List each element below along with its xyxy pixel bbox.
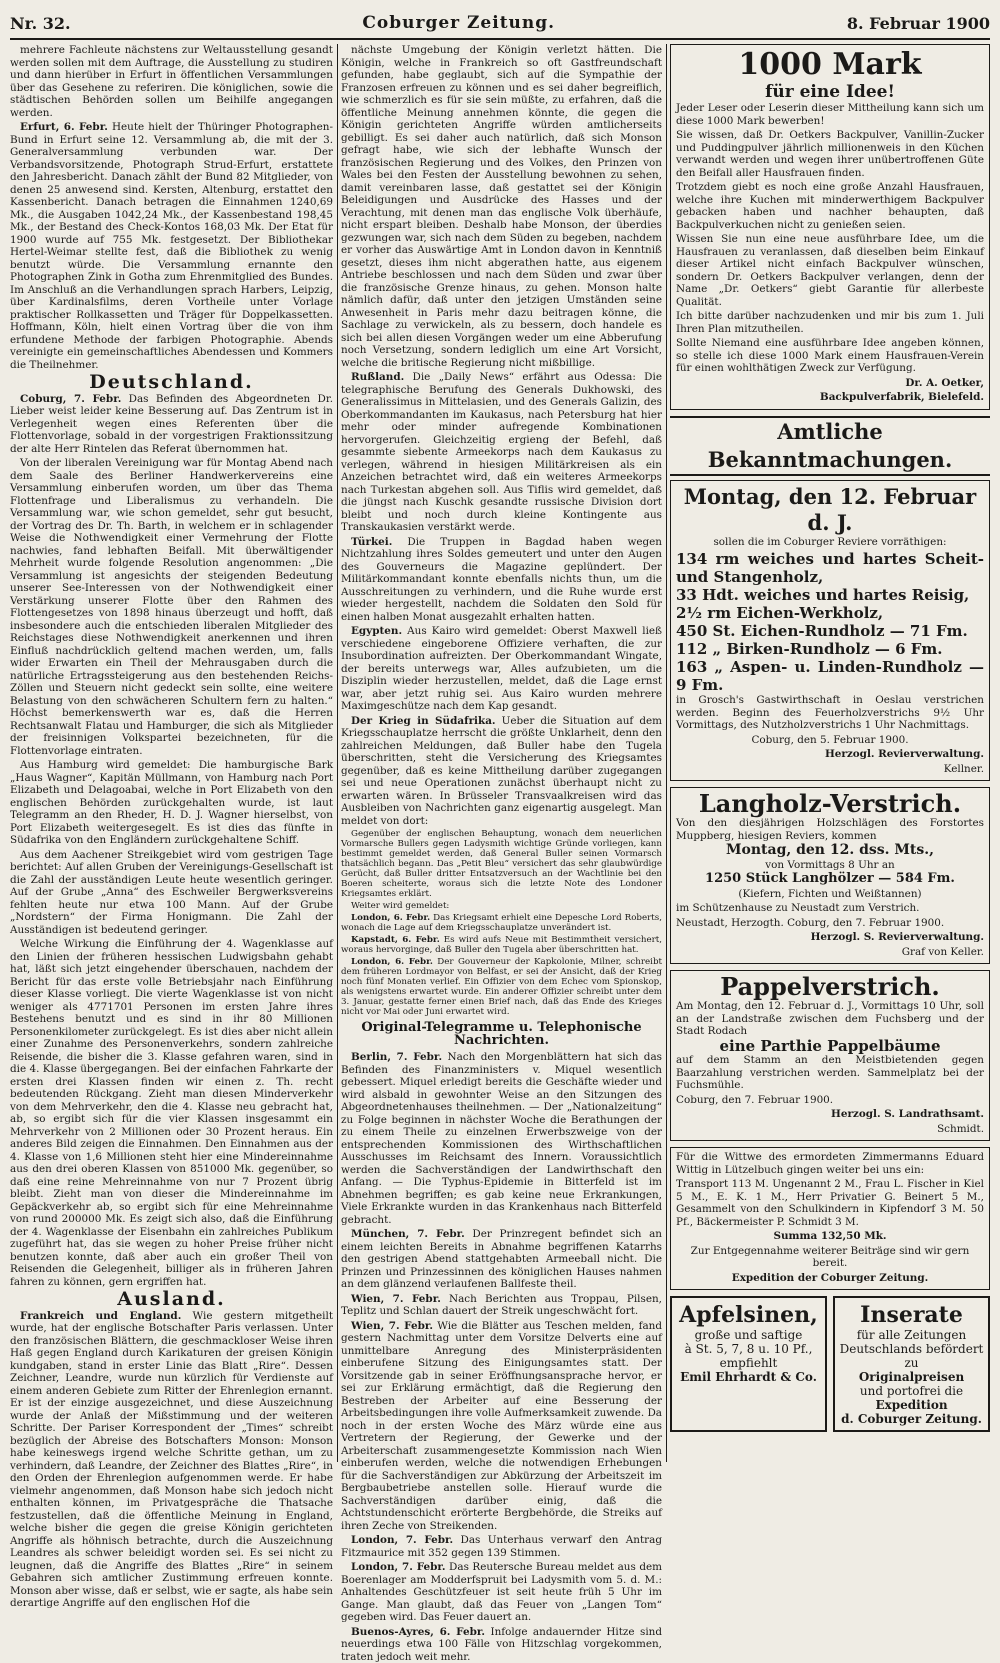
- dateline: London, 6. Febr.: [351, 913, 430, 923]
- ad-text: Sie wissen, daß Dr. Oetkers Backpulver, Vanillin-Zucker und Puddingpulver jährlich millionenweis in den Küchen verwandt werden und wegen ihrer unübertroffenen Güte den Beifall aller Hausfrauen finden.: [676, 129, 984, 179]
- ad-text: Originalpreisen: [839, 1370, 984, 1384]
- ad-item: 33 Hdt. weiches und hartes Reisig,: [676, 586, 984, 604]
- ad-text: empfiehlt: [676, 1356, 821, 1370]
- article-paragraph: [341, 1534, 662, 1559]
- article-text: Heute hielt der Thüringer Photographen-Bund in Erfurt seine 12. Versammlung ab, die mit der 3. Generalversammlung verbunden war. Der Verbandsvorsitzende, Photograph Strud-Erfurt, erstattete den Jahresbericht. Danach zählt der Bund 82 Mitglieder, von denen 25 anwesend sind. Kersten, Altenburg, erstattet den Kassenbericht. Danach betragen die Einnahmen 1240,69 Mk., die Ausgaben 1042,24 Mk., der Kassenbestand 198,45 Mk., der Bestand des Check-Kontos 168,03 Mk. Der Etat für 1900 wurde auf 755 Mk. festgesetzt. Der Bibliothekar Hertel-Weimar stellte fest, daß die Bibliothek zu wenig benutzt würde. Die Versammlung ernannte den Photographen Zink in Gotha zum Ehrenmitglied des Bundes. Im Anschluß an die Verhandlungen sprach Harbers, Leipzig, über Kardinalsfilms, deren Vortheile unter Vorlage praktischer Rollkassetten und Träger für Doppelkassetten. Hoffmann, Köln, hielt einen Vortrag über die von ihm erfundene Methode der farbigen Photographie. Abends vereinigte ein gemeinschaftliches Abendessen und Kommers die Theilnehmer.: [10, 121, 333, 371]
- dateline: München, 7. Febr.: [351, 1228, 465, 1240]
- article-paragraph: Aus Hamburg wird gemeldet: Die hamburgische Bark „Haus Wagner“, Kapitän Müllmann, von Hamburg nach Port Elizabeth und Delagoabai, welche in Port Elizabeth von den englischen Behörden zurückgehalten wurde, ist laut Telegramm an den Rheder, H. D. J. Wagner hierselbst, von Port Elizabeth weitergesegelt. Es ist dies das fünfte in Südafrika von den Engländern zurückgehaltene Schiff.: [10, 759, 333, 847]
- ad-sum: Summa 132,50 Mk.: [676, 1230, 984, 1243]
- section-heading-ausland: Ausland.: [10, 1293, 333, 1306]
- article-paragraph: [341, 913, 662, 933]
- dateline: Berlin, 7. Febr.: [351, 1051, 442, 1063]
- article-paragraph: [10, 393, 333, 456]
- ad-date: Neustadt, Herzogth. Coburg, den 7. Februar 1900.: [676, 917, 984, 930]
- dateline: Rußland.: [351, 371, 404, 383]
- article-text: Ueber die Situation auf dem Kriegsschauplatze herrscht die größte Unklarheit, denn den zahlreichen Meldungen, daß Buller habe den Tugela überschritten, steht die Versicherung des Kriegsamtes gegenüber, daß es keine Mittheilung darüber zugegangen sei und neue Operationen zunächst überhaupt nicht zu erwarten wären. In Brüsseler Transvaalkreisen wird das Ausbleiben von Nachrichten ganz eigenartig ausgelegt. Man meldet von dort:: [341, 715, 662, 827]
- article-paragraph: [341, 1561, 662, 1624]
- article-paragraph: [341, 1228, 662, 1291]
- article-text: Der Prinzregent befindet sich an einem leichten Bereits in Abnahme begriffenen Katarrhs den gestrigen Abend stattgehabten Armeeball nicht. Die Prinzen und Prinzessinnen des königlichen Hauses nahmen an dem glänzend verlaufenen Ballfeste theil.: [341, 1228, 662, 1290]
- section-heading-telegramme: Original-Telegramme u. Telephonische Nachrichten.: [341, 1022, 662, 1047]
- article-paragraph: [341, 536, 662, 624]
- ad-text: in Grosch's Gastwirthschaft in Oeslau verstrichen werden. Beginn des Feuerholzverstrichs 9½ Uhr Vormittags, des Nutzholzverstrichs 1 Uhr Nachmittags.: [676, 694, 984, 732]
- dateline: Egypten.: [351, 625, 402, 637]
- ad-text: Zur Entgegennahme weiterer Beiträge sind wir gern bereit.: [676, 1245, 984, 1270]
- article-text: Es wird aufs Neue mit Bestimmtheit versichert, woraus hervorginge, daß Buller den Tugela aber überschritten hat.: [341, 935, 662, 955]
- ad-text: Von den diesjährigen Holzschlägen des Forstortes Muppberg, hiesigen Reviers, kommen: [676, 817, 984, 842]
- dateline: Coburg, 7. Febr.: [20, 393, 121, 405]
- dateline: London, 7. Febr.: [351, 1561, 446, 1573]
- column-2: [341, 44, 662, 1462]
- article-paragraph: Aus dem Aachener Streikgebiet wird vom gestrigen Tage berichtet: Auf allen Gruben der Vereinigungs-Gesellschaft ist die Zahl der ausständigen Leute heute wesentlich geringer. Auf der Grube „Anna“ des Eschweiler Bergwerksvereins fehlten heute nur etwa 100 Mann. Auf der Grube „Nordstern“ der Firma Honigmann. Die Zahl der Ausständigen ist bedeutend geringer.: [10, 849, 333, 937]
- dateline: Kapstadt, 6. Febr.: [351, 935, 440, 945]
- column-rule: [337, 44, 338, 1462]
- article-text: Die Truppen in Bagdad haben wegen Nichtzahlung ihres Soldes gemeutert und unter den Augen des Gouverneurs die Magazine geplündert. Der Militärkommandant konnte ebenfalls nichts thun, um die Ausschreitungen zu verhindern, und die Ruhe wurde erst wieder hergestellt, nachdem die Soldaten den Sold für einen halben Monat ausgezahlt erhalten hatten.: [341, 536, 662, 623]
- ad-text: Ich bitte darüber nachzudenken und mir bis zum 1. Juli Ihren Plan mitzutheilen.: [676, 310, 984, 335]
- issue-date: 8. Februar 1900: [847, 14, 990, 33]
- ad-name: Graf von Keller.: [676, 946, 984, 959]
- ad-oetker: [670, 44, 990, 410]
- article-paragraph: [341, 371, 662, 534]
- ad-text: à St. 5, 7, 8 u. 10 Pf.,: [676, 1342, 821, 1356]
- article-paragraph: [341, 625, 662, 713]
- dateline: London, 7. Febr.: [351, 1534, 453, 1546]
- ad-text: im Schützenhause zu Neustadt zum Verstrich.: [676, 902, 984, 915]
- article-text: Wie gestern mitgetheilt wurde, hat der englische Botschafter Paris verlassen. Unter den französischen Blättern, die geschmackloser Weise ihren Haß gegen England durch Karikaturen der greisen Königin kundgaben, stand in erster Linie das Blatt „Rire“. Dessen Zeichner, Leandre, wurde nun kürzlich für Verdienste auf einem anderen Gebiete zum Ritter der Ehrenlegion ernannt. Er ist der einzige ausgezeichnet, und diese Auszeichnung wurde der Anlaß der Mißstimmung und der weiteren Schritte. Der Pariser Korrespondent der „Times“ schreibt bezüglich der Abreise des Botschafters Monson: Monson habe keineswegs irgend welche Schritte gethan, um zu verhindern, daß Leandre, der Zeichner des Blattes „Rire“, in den Orden der Ehrenlegion aufgenommen werde. Er habe vielmehr angenommen, daß Monson habe sich jedoch nicht enthalten können, im Privatgespräche die Thatsache festzustellen, daß die öffentliche Meinung in England, welche bisher die gegen die greise Königin gerichteten Angriffe als höhnisch betrachte, durch die Auszeichnung Leandres als schwer beleidigt worden sei. Es sei nicht zu leugnen, daß die Angriffe des Blattes „Rire“ in seinem Gebahren sich amtlicher Zustimmung erfreuen konnte. Monson aber wisse, daß er selbst, wie er sagte, als habe sein derartige Angriffe auf den englischen Hof die: [10, 1310, 333, 1610]
- ad-signature: Herzogl. Revierverwaltung.: [676, 748, 984, 761]
- ad-signature: Dr. A. Oetker,: [676, 377, 984, 390]
- ad-text: Sollte Niemand eine ausführbare Idee angeben können, so stelle ich diese 1000 Mark einem Hausfrauen-Verein für einen wohlthätigen Zweck zur Verfügung.: [676, 337, 984, 375]
- ad-text: Trotzdem giebt es noch eine große Anzahl Hausfrauen, welche ihre Kuchen mit minderwerthigem Backpulver gebacken haben und nachher behaupten, daß Backpulverkuchen nicht zu genießen seien.: [676, 181, 984, 231]
- ad-text: Am Montag, den 12. Februar d. J., Vormittags 10 Uhr, soll an der Landstraße zwischen dem Fuchsberg und der Stadt Rodach: [676, 1000, 984, 1038]
- ad-item: 134 rm weiches und hartes Scheit- und Stangenholz,: [676, 550, 984, 586]
- article-paragraph: [341, 715, 662, 828]
- article-paragraph: nächste Umgebung der Königin verletzt hätten. Die Königin, welche in Frankreich so oft Gastfreundschaft gefunden, habe geglaubt, sich auf die Sympathie der Franzosen erfreuen zu können und es sei daher begreiflich, wie schmerzlich es für sie sein müßte, zu erfahren, daß die öffentliche Meinung annehmen könnte, die gegen die Königin gerichteten Angriffe würden amtlicherseits gebilligt. Es sei daher auch natürlich, daß sich Monson gefragt habe, wie sich der lebhafte Wunsch der französischen Regierung und des Volkes, den Prinzen von Wales bei den Festen der Ausstellung bewohnen zu sehen, damit vereinbaren lasse, daß gestattet sei der Königin Beleidigungen und Ausdrücke des Hasses und der Verachtung, mit denen man das englische Volk überhäufe, nicht erspart bleiben. Deshalb habe Monson, der überdies gezwungen war, sich nach dem Süden zu begeben, nachdem er vorher das Auswärtige Amt in London davon in Kenntniß gesetzt, dieses ihm nicht abgerathen hatte, aus eigenem Antriebe beschlossen und nach dem Süden und zwar über die französische Grenze hinaus, zu gehen. Monson halte nämlich dafür, daß unter den jetzigen Umständen seine Anwesenheit in Paris mehr dazu beitragen könne, die Sachlage zu verwickeln, als zu bessern, doch handele es sich bei allen diesen Vorgängen weder um eine Abberufung noch Versetzung, sondern lediglich um eine Art Vorsicht, welche die britische Regierung nicht mißbillige.: [341, 44, 662, 369]
- ad-text: Transport 113 M. Ungenannt 2 M., Frau L. Fischer in Kiel 5 M., E. K. 1 M., Herr Privatier G. Beinert 5 M., Gesammelt von den Schulkindern in Kipfendorf 3 M. 50 Pf., Bäckermeister P. Schmidt 3 M.: [676, 1178, 984, 1228]
- newspaper-page: [10, 8, 990, 1470]
- article-paragraph: [10, 121, 333, 371]
- ad-spendenliste: [670, 1147, 990, 1290]
- article-text: Das Befinden des Abgeordneten Dr. Lieber weist leider keine Besserung auf. Das Zentrum ist in Verlegenheit wegen eines Referenten über die Flottenvorlage, sobald in der vorgestrigen Fraktionssitzung der alte Herr Rintelen das Referat übernommen hat.: [10, 393, 333, 455]
- ad-text: und portofrei die: [839, 1384, 984, 1398]
- ad-title: 1000 Mark: [676, 48, 984, 82]
- ad-title: Inserate: [839, 1302, 984, 1328]
- ad-date-heading: Montag, den 12. Februar d. J.: [676, 484, 984, 536]
- article-paragraph: [341, 1293, 662, 1318]
- ad-text: auf dem Stamm an den Meistbietenden gegen Baarzahlung verstrichen werden. Sammelplatz bei der Fuchsmühle.: [676, 1054, 984, 1092]
- ad-date: Montag, den 12. dss. Mts.,: [676, 844, 984, 857]
- ad-time: von Vormittags 8 Uhr an: [676, 859, 984, 872]
- article-paragraph: Gegenüber der englischen Behauptung, wonach dem neuerlichen Vormarsche Bullers gegen Ladysmith wichtige Gründe vorliegen, kann bestimmt gemeldet werden, daß General Buller seinen Vormarsch thatsächlich begann. Das „Petit Bleu“ versichert das sehr glaubwürdige Gerücht, daß Buller dritter Entsatzversuch an der Wachtlinie bei den Boeren scheiterte, woraus sich die letzte Note des Londoner Kriegsamtes erklärt.: [341, 829, 662, 899]
- ad-text: Jeder Leser oder Leserin dieser Mittheilung kann sich um diese 1000 Mark bewerben!: [676, 102, 984, 127]
- dateline: Wien, 7. Febr.: [351, 1320, 433, 1332]
- ad-item: 163 „ Aspen- u. Linden-Rundholz — 9 Fm.: [676, 658, 984, 694]
- ad-text: Expedition: [839, 1398, 984, 1412]
- ad-signature: Herzogl. S. Revierverwaltung.: [676, 931, 984, 944]
- ad-pappelverstrich: [670, 970, 990, 1141]
- ad-quantity: 1250 Stück Langhölzer — 584 Fm.: [676, 873, 984, 886]
- article-text: Der Gouverneur der Kapkolonie, Milner, schreibt dem früheren Lordmayor von Belfast, er sei der Ansicht, daß der Krieg noch fünf Monaten verlief. Ein Offizier von dem Echec vom Spionskop, als wenigstens erwartet wurde. Ein anderer Offizier schreibt unter dem 3. Januar, gestatte ferner einen Brief nach, daß das Ende des Krieges nicht vor Mai oder Juni erwartet wird.: [341, 957, 662, 1017]
- dateline: Frankreich und England.: [20, 1310, 181, 1322]
- ad-title: Apfelsinen,: [676, 1302, 821, 1328]
- article-paragraph: [341, 957, 662, 1017]
- section-heading-deutschland: Deutschland.: [10, 376, 333, 389]
- column-1: [10, 44, 333, 1462]
- dateline: Erfurt, 6. Febr.: [20, 121, 108, 133]
- ad-text: sollen die im Coburger Reviere vorräthigen:: [676, 536, 984, 549]
- article-paragraph: mehrere Fachleute nächstens zur Weltausstellung gesandt werden sollen mit dem Auftrage, die Ausstellung zu studiren und dann hierüber in Erfurt in öffentlichen Versammlungen über das Gesehene zu referiren. Die königlichen, sowie die städtischen Behörden sollen um Beihilfe angegangen werden.: [10, 44, 333, 119]
- ad-pair: [670, 1296, 990, 1432]
- article-text: Das Unterhaus verwarf den Antrag Fitzmaurice mit 352 gegen 139 Stimmen.: [341, 1534, 662, 1559]
- ad-text: Wissen Sie nun eine neue ausführbare Idee, um die Hausfrauen zu veranlassen, daß dieselben beim Einkauf dieser Artikel nicht einfach Backpulver wünschen, sondern Dr. Oetkers Backpulver verlangen, denn der Name „Dr. Oetkers“ giebt Garantie für allerbeste Qualität.: [676, 233, 984, 308]
- article-paragraph: [341, 1320, 662, 1533]
- dateline: Der Krieg in Südafrika.: [351, 715, 496, 727]
- article-paragraph: [341, 1626, 662, 1663]
- dateline: Wien, 7. Febr.: [351, 1293, 441, 1305]
- article-text: Das Kriegsamt erhielt eine Depesche Lord Roberts, wonach die Lage auf dem Kriegsschauplatze unverändert ist.: [341, 913, 662, 933]
- column-3-advertisements: [670, 44, 990, 1462]
- ad-title: Langholz-Verstrich.: [676, 791, 984, 817]
- ad-item: 2½ rm Eichen-Werkholz,: [676, 604, 984, 622]
- article-text: Nach den Morgenblättern hat sich das Befinden des Finanzministers v. Miquel wesentlich gebessert. Miquel erledigt bereits die Geschäfte wieder und wird alsbald in gewohnter Weise an den Sitzungen des Abgeordnetenhauses theilnehmen. — Der „Nationalzeitung“ zu Folge beginnen in nächster Woche die Berathungen der zu einem Theile zu einzelnen Erwerbszweige von der entsprechenden Kommissionen des Wirthschaftlichen Ausschusses im Reichsamt des Innern. Voraussichtlich werden die Sachverständigen der Landwirthschaft den Anfang. — Die Typhus-Epidemie in Bitterfeld ist im Abnehmen begriffen; es gab keine neue Erkrankungen, Viele Erkrankte wurden in das Krankenhaus nach Bitterfeld gebracht.: [341, 1051, 662, 1226]
- article-text: Wie die Blätter aus Teschen melden, fand gestern Nachmittag unter dem Vorsitze Delverts eine auf unmittelbare Anregung des Ministerpräsidenten einberufene Sitzung des Einigungsamtes statt. Der Vorsitzende gab in seiner Eröffnungsansprache hervor, er sei zur Erklärung ermächtigt, daß die Regierung den Bestreben der Arbeiter auf eine Besserung der Arbeitsbedingungen ihre volle Aufmerksamkeit zuwende. Da noch in der ersten Woche des März würde eine aus Vertretern der Regierung, der Gewerke und der Arbeiterschaft zusammengesetzte Kommission nach Wien einberufen werden, welche die notwendigen Erhebungen für die Sachverständigen zur Abkürzung der Arbeitszeit im Bergbaubetriebe anstellen solle. Hierauf wurde die Sachverständigen darüber einig, daß die Achtstundenschicht erörterte Bergbehörde, die Streiks auf ihren Zeche von Streikenden.: [341, 1320, 662, 1532]
- ad-text: für alle Zeitungen Deutschlands befördert zu: [839, 1328, 984, 1370]
- ad-date: Coburg, den 7. Februar 1900.: [676, 1094, 984, 1107]
- ad-apfelsinen: [670, 1296, 827, 1432]
- article-paragraph: [10, 1310, 333, 1610]
- article-paragraph: [341, 935, 662, 955]
- dateline: Buenos-Ayres, 6. Febr.: [351, 1626, 485, 1638]
- ad-kind: (Kiefern, Fichten und Weißtannen): [676, 888, 984, 901]
- ad-langholz-verstrich: [670, 787, 990, 964]
- ad-title: Pappelverstrich.: [676, 974, 984, 1000]
- dateline: London, 6. Febr.: [351, 957, 433, 967]
- ad-signature: Herzogl. S. Landrathsamt.: [676, 1108, 984, 1121]
- ad-subtitle: für eine Idee!: [676, 82, 984, 102]
- article-text: Die „Daily News“ erfährt aus Odessa: Die telegraphische Berufung des Generals Dukhowski, des Generalissimus in Mittelasien, und des Generals Galizin, des Oberkommandanten im Kaukasus, nach Petersburg hat hier mehr oder minder aufregende Kombinationen hervorgerufen. Gleichzeitig ergieng der Befehl, daß gesammte siebente Armeekorps nach dem Kaukasus zu verlegen, während in hiesigen Militärkreisen als ein Anzeichen betrachtet wird, daß ein weiteres Armeekorps nach Turkestan abgehen soll. Aus Tiflis wird gemeldet, daß die jüngst nach Kuschk gesandte russische Division dort bleibt und noch durch kleine Kontingente aus Transkaukasien verstärkt werde.: [341, 371, 662, 533]
- ad-item: 450 St. Eichen-Rundholz — 71 Fm.: [676, 622, 984, 640]
- ad-text: große und saftige: [676, 1328, 821, 1342]
- section-heading-amtliche: Amtliche Bekanntmachungen.: [670, 416, 990, 476]
- ad-inserate: [833, 1296, 990, 1432]
- article-text: Das Reutersche Bureau meldet aus dem Boerenlager am Modderfspruit bei Ladysmith vom 5. d. M.: Anhaltendes Geschützfeuer ist seit heute früh 5 Uhr im Gange. Man glaubt, daß das Feuer von „Langen Tom“ gegeben wird. Das Feuer dauert an.: [341, 1561, 662, 1623]
- article-text: Infolge andauernder Hitze sind neuerdings etwa 100 Fälle von Hitzschlag vorgekommen, traten jedoch weit mehr.: [341, 1626, 662, 1663]
- ad-signature: Expedition der Coburger Zeitung.: [676, 1272, 984, 1285]
- ad-firm: Backpulverfabrik, Bielefeld.: [676, 391, 984, 404]
- ad-item: 112 „ Birken-Rundholz — 6 Fm.: [676, 640, 984, 658]
- article-paragraph: Weiter wird gemeldet:: [341, 901, 662, 911]
- article-paragraph: Von der liberalen Vereinigung war für Montag Abend nach dem Saale des Berliner Handwerkervereins eine Versammlung einberufen worden, um über das Thema Flottenfrage und Liberalismus zu verhandeln. Die Versammlung war, wie schon gemeldet, sehr gut besucht, der Vortrag des Dr. Th. Barth, in welchem er in schlagender Weise die Nothwendigkeit einer Vermehrung der Flotte nachwies, fand lebhaften Beifall. Mit überwältigender Mehrheit wurde folgende Resolution angenommen: „Die Versammlung ist angesichts der steigenden Bedeutung unserer See-Interessen von der Nothwendigkeit einer Verstärkung unserer Flotte über den Rahmen des Flottengesetzes von 1898 hinaus überzeugt und hofft, daß insbesondere auch die entschieden liberalen Mitglieder des Reichstages diese Nothwendigkeit anerkennen und ihren Einfluß nachdrücklich geltend machen werden, um, falls wider Erwarten ein Theil der Mehrausgaben durch die natürliche Ertragssteigerung aus den bestehenden Reichs-Zöllen und Steuern nicht gedeckt sein sollte, eine weitere Belastung von den schwächeren Schultern fern zu halten.“ Höchst bemerkenswerth war es, daß die Herren Rechtsanwalt Flatau und Hamburger, die sich als Mitglieder der freisinnigen Volkspartei bezeichneten, für die Flottenvorlage eintraten.: [10, 457, 333, 757]
- ad-date: Coburg, den 5. Februar 1900.: [676, 734, 984, 747]
- ad-holzverstrich-coburg: [670, 480, 990, 782]
- ad-text: d. Coburger Zeitung.: [839, 1412, 984, 1426]
- ad-highlight: eine Parthie Pappelbäume: [676, 1040, 984, 1053]
- dateline: Türkei.: [351, 536, 392, 548]
- article-text: Aus Kairo wird gemeldet: Oberst Maxwell ließ verschiedene eingeborene Offiziere verhaften, die zur Insubordination aufreizten. Der Oberkommandant Wingate, der bereits unterwegs war, Alles aufzubieten, um die Disziplin wieder herzustellen, meldet, daß die Lage ernst war, aber jetzt ruhig sei. Aus Kairo wurden mehrere Maximgeschütze nach dem Kap gesandt.: [341, 625, 662, 712]
- ad-name: Kellner.: [676, 763, 984, 776]
- newspaper-title: Coburger Zeitung.: [362, 13, 555, 33]
- ad-name: Schmidt.: [676, 1123, 984, 1136]
- masthead: [10, 8, 990, 40]
- issue-number: Nr. 32.: [10, 14, 71, 33]
- ad-text: Für die Wittwe des ermordeten Zimmermanns Eduard Wittig in Lützelbuch gingen weiter bei uns ein:: [676, 1151, 984, 1176]
- column-rule: [666, 44, 667, 1462]
- ad-firm: Emil Ehrhardt & Co.: [676, 1370, 821, 1384]
- article-paragraph: [341, 1051, 662, 1226]
- article-paragraph: Welche Wirkung die Einführung der 4. Wagenklasse auf den Linien der früheren hessischen Ludwigsbahn gehabt hat, läßt sich jetzt eingehender überschauen, nachdem der Bericht für das erste volle Betriebsjahr nach Einführung dieser Klasse vorliegt. Die vierte Wagenklasse ist von nicht weniger als 4771701 Personen im ersten Jahre ihres Bestehens benutzt und es sind in ihr 80 Millionen Personenkilometer zurückgelegt. Es ist dies aber nicht allein einer Zunahme des Personenverkehrs, sondern zahlreiche Reisende, die bisher die 3. Klasse gefahren waren, sind in die 4. Klasse übergegangen. Bei der einfachen Fahrkarte der ersten drei Klassen finden wir einen z. Th. recht bedeutenden Rückgang. Zieht man diesen Minderverkehr von dem Mehrverkehr, den die 4. Klasse neu gebracht hat, ab, so ergibt sich für die vier Klassen insgesammt ein Mehrverkehr von 2 Millionen oder 30 Prozent heraus. Ein anderes Bild zeigen die Einnahmen. Den Einnahmen aus der 4. Klasse von 1,6 Millionen steht hier eine Mindereinnahme aus den drei oberen Klassen von 851000 Mk. gegenüber, so daß eine reine Mehreinnahme von nur 7 Prozent übrig bleibt. Zieht man von dieser die Mindereinnahme im Gepäckverkehr ab, so ergibt sich für eine Mehreinnahme von rund 200000 Mk. Es zeigt sich also, daß die Einführung der 4. Wagenklasse der Eisenbahn ein zahlreiches Publikum zugeführt hat, das sie wegen zu hoher Preise früher nicht benutzen konnte, daß aber auch ein großer Theil von Reisenden die Gelegenheit, billiger als in früheren Jahren fahren zu können, gern ergriffen hat.: [10, 938, 333, 1288]
- article-text: Nach Berichten aus Troppau, Pilsen, Teplitz und Schlan dauert der Streik ungeschwächt fort.: [341, 1293, 662, 1318]
